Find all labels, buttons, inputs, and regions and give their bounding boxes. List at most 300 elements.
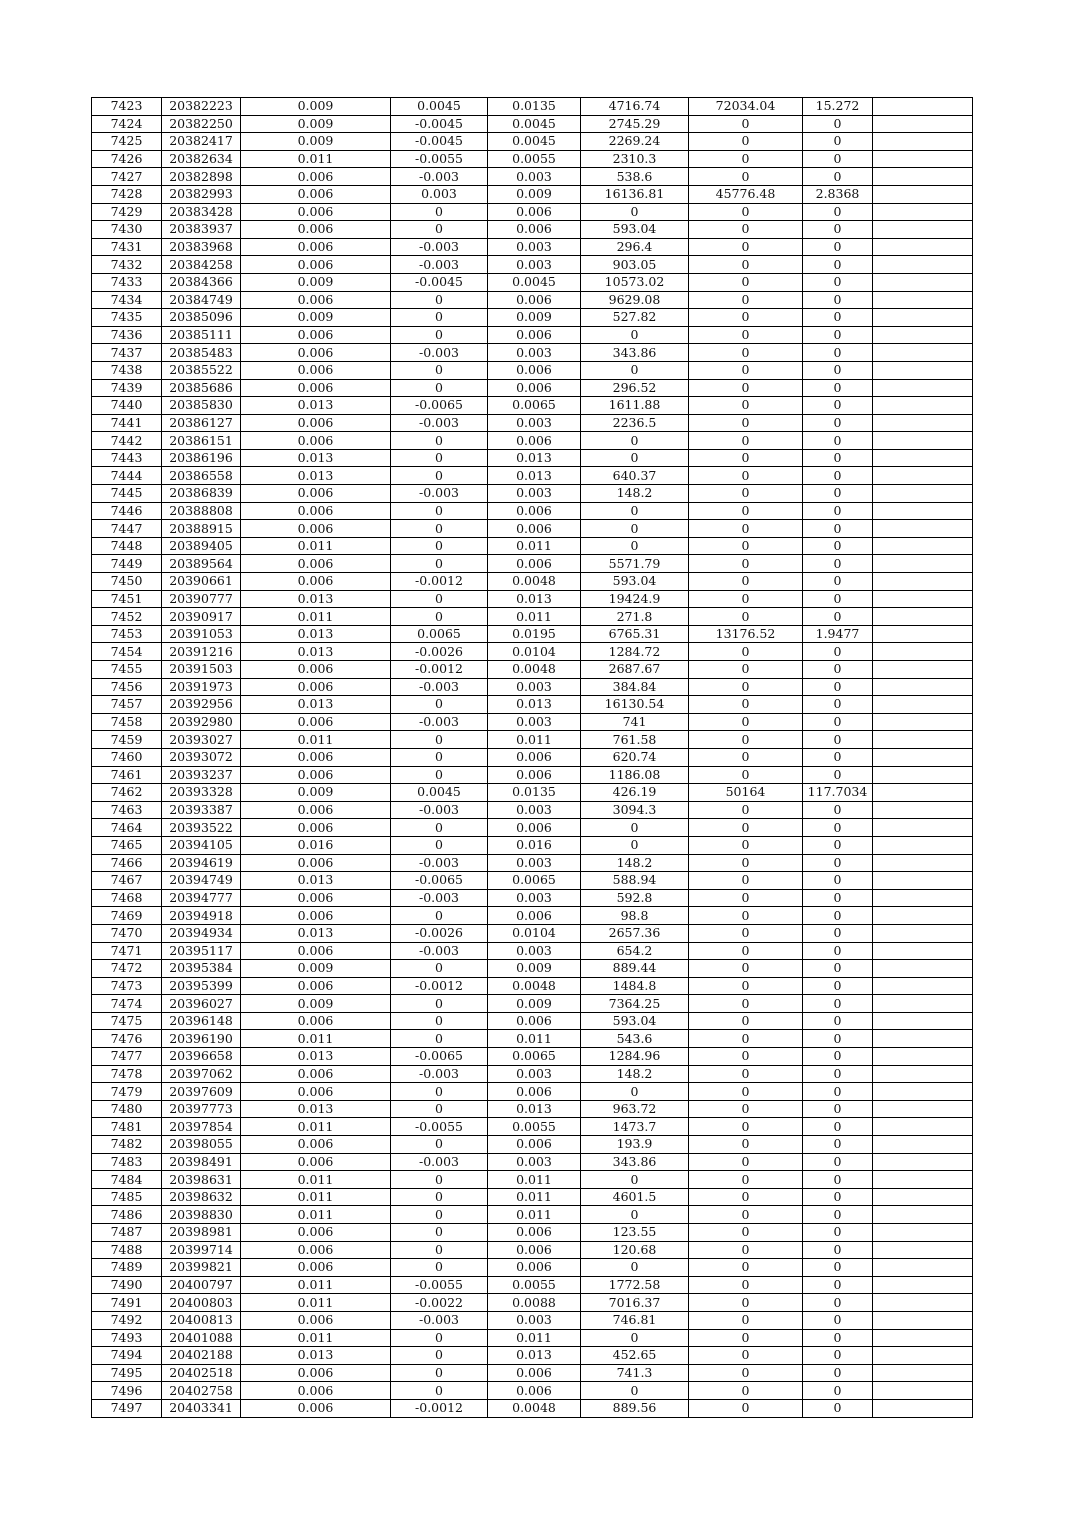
value-c-cell: 0.003 (488, 801, 581, 819)
row-number-cell: 7427 (92, 168, 162, 186)
table-row (92, 661, 973, 679)
empty-cell (873, 449, 973, 467)
value-a-cell: 0.006 (241, 185, 391, 203)
ratio-cell: 0 (803, 133, 873, 151)
table-row (92, 731, 973, 749)
value-b-cell: 0 (391, 995, 488, 1013)
ratio-cell: 0 (803, 643, 873, 661)
amount-cell: 620.74 (581, 748, 689, 766)
value-c-cell: 0.003 (488, 678, 581, 696)
table-row (92, 309, 973, 327)
table-row (92, 115, 973, 133)
amount-cell: 10573.02 (581, 273, 689, 291)
row-number-cell: 7444 (92, 467, 162, 485)
value-b-cell: -0.003 (391, 942, 488, 960)
value-a-cell: 0.006 (241, 256, 391, 274)
value-a-cell: 0.006 (241, 1382, 391, 1400)
value-c-cell: 0.013 (488, 467, 581, 485)
ratio-cell: 0 (803, 1259, 873, 1277)
ratio-cell: 0 (803, 819, 873, 837)
total-cell: 0 (689, 1259, 803, 1277)
empty-cell (873, 731, 973, 749)
empty-cell (873, 608, 973, 626)
row-number-cell: 7430 (92, 221, 162, 239)
total-cell: 0 (689, 1136, 803, 1154)
id-cell: 20382634 (162, 150, 241, 168)
value-a-cell: 0.011 (241, 1171, 391, 1189)
empty-cell (873, 1012, 973, 1030)
value-b-cell: 0 (391, 309, 488, 327)
value-a-cell: 0.006 (241, 168, 391, 186)
value-b-cell: 0 (391, 1224, 488, 1242)
value-c-cell: 0.009 (488, 309, 581, 327)
empty-cell (873, 150, 973, 168)
row-number-cell: 7433 (92, 273, 162, 291)
value-b-cell: -0.003 (391, 168, 488, 186)
empty-cell (873, 1347, 973, 1365)
empty-cell (873, 238, 973, 256)
row-number-cell: 7495 (92, 1364, 162, 1382)
empty-cell (873, 889, 973, 907)
table-row (92, 696, 973, 714)
ratio-cell: 1.9477 (803, 625, 873, 643)
total-cell: 0 (689, 854, 803, 872)
ratio-cell: 0 (803, 1188, 873, 1206)
value-c-cell: 0.009 (488, 185, 581, 203)
value-b-cell: 0 (391, 836, 488, 854)
id-cell: 20397854 (162, 1118, 241, 1136)
empty-cell (873, 819, 973, 837)
value-a-cell: 0.009 (241, 273, 391, 291)
value-a-cell: 0.006 (241, 344, 391, 362)
row-number-cell: 7463 (92, 801, 162, 819)
value-c-cell: 0.0055 (488, 1118, 581, 1136)
table-row (92, 537, 973, 555)
value-b-cell: 0.0065 (391, 625, 488, 643)
table-row (92, 1329, 973, 1347)
total-cell: 0 (689, 889, 803, 907)
amount-cell: 452.65 (581, 1347, 689, 1365)
amount-cell: 593.04 (581, 1012, 689, 1030)
value-b-cell: 0 (391, 1347, 488, 1365)
empty-cell (873, 1065, 973, 1083)
id-cell: 20394105 (162, 836, 241, 854)
table-row (92, 1065, 973, 1083)
value-c-cell: 0.0055 (488, 150, 581, 168)
total-cell: 0 (689, 520, 803, 538)
ratio-cell: 0 (803, 273, 873, 291)
value-c-cell: 0.0048 (488, 661, 581, 679)
total-cell: 0 (689, 872, 803, 890)
row-number-cell: 7452 (92, 608, 162, 626)
total-cell: 0 (689, 573, 803, 591)
ratio-cell: 0 (803, 1083, 873, 1101)
amount-cell: 7364.25 (581, 995, 689, 1013)
value-c-cell: 0.006 (488, 520, 581, 538)
amount-cell: 1186.08 (581, 766, 689, 784)
value-c-cell: 0.006 (488, 766, 581, 784)
total-cell: 0 (689, 1241, 803, 1259)
total-cell: 0 (689, 1048, 803, 1066)
id-cell: 20385686 (162, 379, 241, 397)
data-table (91, 97, 973, 1418)
id-cell: 20394777 (162, 889, 241, 907)
row-number-cell: 7497 (92, 1399, 162, 1417)
id-cell: 20389564 (162, 555, 241, 573)
table-row (92, 520, 973, 538)
empty-cell (873, 309, 973, 327)
value-b-cell: 0 (391, 960, 488, 978)
ratio-cell: 0 (803, 1100, 873, 1118)
value-c-cell: 0.013 (488, 449, 581, 467)
value-b-cell: -0.0045 (391, 133, 488, 151)
table-row (92, 801, 973, 819)
row-number-cell: 7459 (92, 731, 162, 749)
ratio-cell: 0 (803, 537, 873, 555)
value-b-cell: 0 (391, 291, 488, 309)
row-number-cell: 7439 (92, 379, 162, 397)
ratio-cell: 0 (803, 590, 873, 608)
value-a-cell: 0.006 (241, 555, 391, 573)
empty-cell (873, 256, 973, 274)
value-c-cell: 0.006 (488, 291, 581, 309)
ratio-cell: 0 (803, 766, 873, 784)
value-b-cell: 0 (391, 467, 488, 485)
amount-cell: 1284.72 (581, 643, 689, 661)
id-cell: 20384258 (162, 256, 241, 274)
amount-cell: 741 (581, 713, 689, 731)
amount-cell: 16136.81 (581, 185, 689, 203)
row-number-cell: 7487 (92, 1224, 162, 1242)
table-row (92, 995, 973, 1013)
value-b-cell: -0.0045 (391, 273, 488, 291)
amount-cell: 746.81 (581, 1311, 689, 1329)
value-c-cell: 0.0045 (488, 115, 581, 133)
value-c-cell: 0.006 (488, 555, 581, 573)
ratio-cell: 0 (803, 432, 873, 450)
value-c-cell: 0.013 (488, 1347, 581, 1365)
row-number-cell: 7484 (92, 1171, 162, 1189)
empty-cell (873, 1048, 973, 1066)
empty-cell (873, 748, 973, 766)
value-c-cell: 0.006 (488, 1083, 581, 1101)
total-cell: 0 (689, 819, 803, 837)
value-b-cell: 0 (391, 432, 488, 450)
id-cell: 20386196 (162, 449, 241, 467)
empty-cell (873, 836, 973, 854)
value-c-cell: 0.0048 (488, 1399, 581, 1417)
ratio-cell: 0 (803, 713, 873, 731)
value-c-cell: 0.011 (488, 1329, 581, 1347)
id-cell: 20397773 (162, 1100, 241, 1118)
amount-cell: 588.94 (581, 872, 689, 890)
amount-cell: 593.04 (581, 221, 689, 239)
value-b-cell: -0.0026 (391, 643, 488, 661)
table-row (92, 326, 973, 344)
total-cell: 0 (689, 168, 803, 186)
table-row (92, 1276, 973, 1294)
ratio-cell: 0 (803, 661, 873, 679)
value-a-cell: 0.009 (241, 115, 391, 133)
value-a-cell: 0.009 (241, 309, 391, 327)
value-b-cell: -0.003 (391, 1153, 488, 1171)
row-number-cell: 7438 (92, 361, 162, 379)
value-a-cell: 0.006 (241, 977, 391, 995)
value-c-cell: 0.011 (488, 608, 581, 626)
row-number-cell: 7461 (92, 766, 162, 784)
value-b-cell: -0.0026 (391, 924, 488, 942)
value-a-cell: 0.006 (241, 414, 391, 432)
table-row (92, 1030, 973, 1048)
value-b-cell: -0.0045 (391, 115, 488, 133)
empty-cell (873, 185, 973, 203)
row-number-cell: 7436 (92, 326, 162, 344)
row-number-cell: 7426 (92, 150, 162, 168)
empty-cell (873, 1030, 973, 1048)
id-cell: 20390661 (162, 573, 241, 591)
amount-cell: 98.8 (581, 907, 689, 925)
amount-cell: 0 (581, 203, 689, 221)
ratio-cell: 0 (803, 555, 873, 573)
ratio-cell: 0 (803, 836, 873, 854)
value-c-cell: 0.003 (488, 889, 581, 907)
total-cell: 0 (689, 1311, 803, 1329)
table-row (92, 713, 973, 731)
row-number-cell: 7451 (92, 590, 162, 608)
total-cell: 0 (689, 150, 803, 168)
ratio-cell: 0 (803, 520, 873, 538)
value-c-cell: 0.006 (488, 1364, 581, 1382)
value-a-cell: 0.011 (241, 150, 391, 168)
total-cell: 0 (689, 1294, 803, 1312)
total-cell: 0 (689, 608, 803, 626)
amount-cell: 2269.24 (581, 133, 689, 151)
amount-cell: 3094.3 (581, 801, 689, 819)
id-cell: 20390917 (162, 608, 241, 626)
value-c-cell: 0.0065 (488, 1048, 581, 1066)
total-cell: 0 (689, 942, 803, 960)
value-a-cell: 0.011 (241, 537, 391, 555)
row-number-cell: 7440 (92, 397, 162, 415)
amount-cell: 593.04 (581, 573, 689, 591)
id-cell: 20386127 (162, 414, 241, 432)
empty-cell (873, 344, 973, 362)
row-number-cell: 7482 (92, 1136, 162, 1154)
value-b-cell: 0 (391, 1083, 488, 1101)
ratio-cell: 0 (803, 414, 873, 432)
ratio-cell: 0 (803, 1276, 873, 1294)
id-cell: 20397062 (162, 1065, 241, 1083)
value-b-cell: 0.0045 (391, 784, 488, 802)
empty-cell (873, 221, 973, 239)
amount-cell: 4601.5 (581, 1188, 689, 1206)
row-number-cell: 7429 (92, 203, 162, 221)
total-cell: 0 (689, 397, 803, 415)
ratio-cell: 0 (803, 397, 873, 415)
id-cell: 20394619 (162, 854, 241, 872)
table-row (92, 98, 973, 116)
id-cell: 20383968 (162, 238, 241, 256)
id-cell: 20402518 (162, 1364, 241, 1382)
total-cell: 0 (689, 924, 803, 942)
ratio-cell: 0 (803, 889, 873, 907)
value-c-cell: 0.006 (488, 1012, 581, 1030)
ratio-cell: 0 (803, 1329, 873, 1347)
id-cell: 20390777 (162, 590, 241, 608)
ratio-cell: 0 (803, 485, 873, 503)
value-a-cell: 0.009 (241, 995, 391, 1013)
value-a-cell: 0.013 (241, 924, 391, 942)
empty-cell (873, 291, 973, 309)
ratio-cell: 0 (803, 1012, 873, 1030)
amount-cell: 1473.7 (581, 1118, 689, 1136)
value-c-cell: 0.006 (488, 432, 581, 450)
id-cell: 20391053 (162, 625, 241, 643)
amount-cell: 16130.54 (581, 696, 689, 714)
table-row (92, 854, 973, 872)
ratio-cell: 0 (803, 924, 873, 942)
amount-cell: 2236.5 (581, 414, 689, 432)
amount-cell: 0 (581, 1171, 689, 1189)
total-cell: 0 (689, 485, 803, 503)
row-number-cell: 7473 (92, 977, 162, 995)
total-cell: 13176.52 (689, 625, 803, 643)
ratio-cell: 0 (803, 854, 873, 872)
id-cell: 20388915 (162, 520, 241, 538)
value-b-cell: 0 (391, 608, 488, 626)
value-a-cell: 0.013 (241, 1347, 391, 1365)
table-row (92, 291, 973, 309)
value-a-cell: 0.013 (241, 625, 391, 643)
value-c-cell: 0.006 (488, 819, 581, 837)
ratio-cell: 0 (803, 696, 873, 714)
value-a-cell: 0.009 (241, 960, 391, 978)
ratio-cell: 117.7034 (803, 784, 873, 802)
id-cell: 20399821 (162, 1259, 241, 1277)
empty-cell (873, 713, 973, 731)
amount-cell: 4716.74 (581, 98, 689, 116)
empty-cell (873, 1276, 973, 1294)
table-row (92, 1048, 973, 1066)
value-a-cell: 0.011 (241, 1188, 391, 1206)
id-cell: 20399714 (162, 1241, 241, 1259)
id-cell: 20396190 (162, 1030, 241, 1048)
value-a-cell: 0.013 (241, 872, 391, 890)
value-a-cell: 0.011 (241, 1206, 391, 1224)
value-c-cell: 0.006 (488, 326, 581, 344)
ratio-cell: 15.272 (803, 98, 873, 116)
value-b-cell: -0.003 (391, 238, 488, 256)
ratio-cell: 0 (803, 1118, 873, 1136)
table-row (92, 678, 973, 696)
value-b-cell: -0.003 (391, 678, 488, 696)
id-cell: 20391216 (162, 643, 241, 661)
total-cell: 0 (689, 907, 803, 925)
table-row (92, 133, 973, 151)
value-c-cell: 0.011 (488, 1206, 581, 1224)
ratio-cell: 0 (803, 379, 873, 397)
row-number-cell: 7423 (92, 98, 162, 116)
empty-cell (873, 1083, 973, 1101)
total-cell: 0 (689, 361, 803, 379)
value-b-cell: -0.0012 (391, 1399, 488, 1417)
empty-cell (873, 537, 973, 555)
value-a-cell: 0.006 (241, 942, 391, 960)
ratio-cell: 0 (803, 1311, 873, 1329)
table-row (92, 573, 973, 591)
ratio-cell: 0 (803, 221, 873, 239)
table-row (92, 819, 973, 837)
amount-cell: 9629.08 (581, 291, 689, 309)
table-row (92, 625, 973, 643)
empty-cell (873, 872, 973, 890)
row-number-cell: 7476 (92, 1030, 162, 1048)
id-cell: 20400813 (162, 1311, 241, 1329)
amount-cell: 343.86 (581, 344, 689, 362)
row-number-cell: 7424 (92, 115, 162, 133)
value-c-cell: 0.003 (488, 713, 581, 731)
empty-cell (873, 942, 973, 960)
total-cell: 0 (689, 133, 803, 151)
empty-cell (873, 995, 973, 1013)
value-c-cell: 0.006 (488, 1224, 581, 1242)
total-cell: 0 (689, 1382, 803, 1400)
row-number-cell: 7441 (92, 414, 162, 432)
empty-cell (873, 1399, 973, 1417)
amount-cell: 271.8 (581, 608, 689, 626)
row-number-cell: 7425 (92, 133, 162, 151)
value-c-cell: 0.003 (488, 238, 581, 256)
value-c-cell: 0.006 (488, 502, 581, 520)
table-row (92, 960, 973, 978)
id-cell: 20395117 (162, 942, 241, 960)
row-number-cell: 7485 (92, 1188, 162, 1206)
row-number-cell: 7494 (92, 1347, 162, 1365)
table-row (92, 256, 973, 274)
empty-cell (873, 573, 973, 591)
total-cell: 0 (689, 1276, 803, 1294)
value-b-cell: -0.003 (391, 344, 488, 362)
total-cell: 0 (689, 1065, 803, 1083)
total-cell: 0 (689, 432, 803, 450)
table-row (92, 1347, 973, 1365)
value-a-cell: 0.006 (241, 1311, 391, 1329)
id-cell: 20386558 (162, 467, 241, 485)
empty-cell (873, 467, 973, 485)
empty-cell (873, 766, 973, 784)
empty-cell (873, 1329, 973, 1347)
value-a-cell: 0.006 (241, 1083, 391, 1101)
row-number-cell: 7479 (92, 1083, 162, 1101)
table-row (92, 1399, 973, 1417)
ratio-cell: 0 (803, 872, 873, 890)
ratio-cell: 0 (803, 977, 873, 995)
table-row (92, 1012, 973, 1030)
empty-cell (873, 485, 973, 503)
ratio-cell: 0 (803, 449, 873, 467)
row-number-cell: 7445 (92, 485, 162, 503)
value-c-cell: 0.003 (488, 854, 581, 872)
value-a-cell: 0.006 (241, 1224, 391, 1242)
id-cell: 20384749 (162, 291, 241, 309)
table-row (92, 1294, 973, 1312)
table-row (92, 555, 973, 573)
total-cell: 0 (689, 379, 803, 397)
empty-cell (873, 1153, 973, 1171)
value-b-cell: 0 (391, 361, 488, 379)
row-number-cell: 7489 (92, 1259, 162, 1277)
table-row (92, 238, 973, 256)
